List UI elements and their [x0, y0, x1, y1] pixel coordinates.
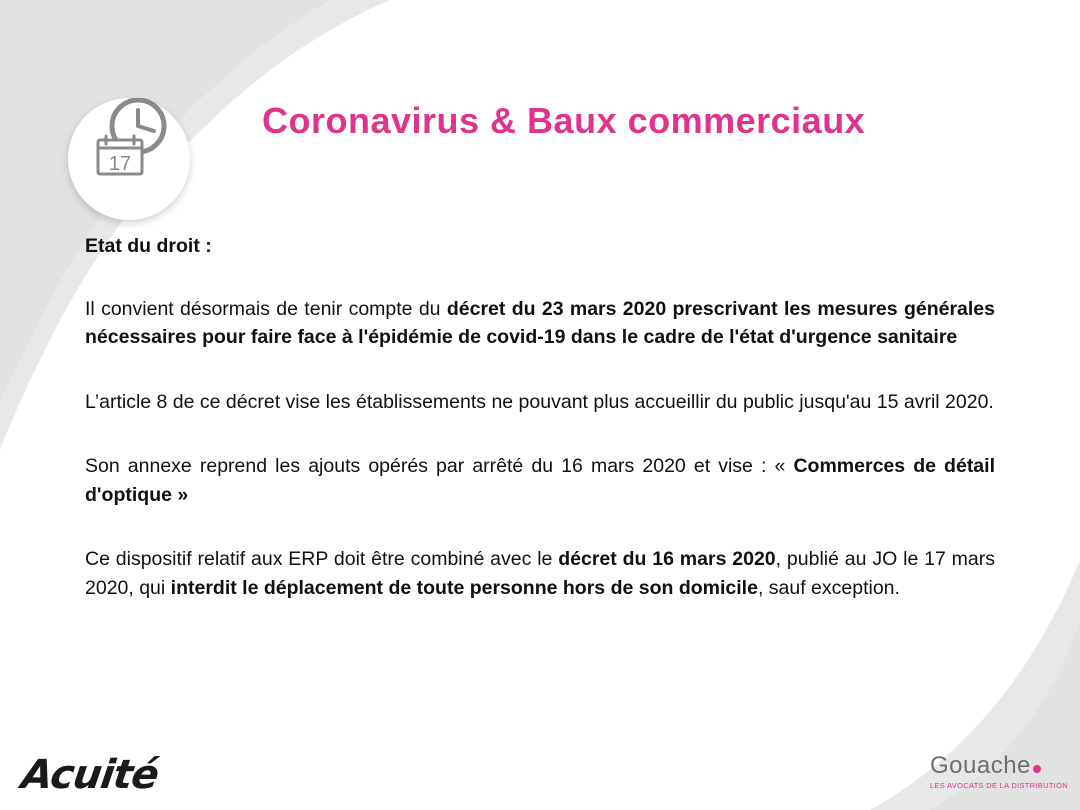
p3-bold: Commerces de détail d'optique » — [85, 455, 995, 506]
calendar-day: 17 — [108, 153, 132, 175]
gouache-logo-tagline: LES AVOCATS DE LA DISTRIBUTION — [930, 781, 1068, 790]
paragraph-heading — [85, 232, 995, 261]
p2-text: L’article 8 de ce décret vise les établissements ne pouvant plus accueillir du public jusqu'au 15 avril 2020. — [85, 390, 994, 413]
paragraph-3 — [85, 452, 995, 509]
paragraph-2 — [85, 388, 995, 417]
gouache-dot-icon — [1033, 765, 1041, 773]
clock-calendar-badge — [68, 98, 190, 220]
p1-bold: décret du 23 mars 2020 prescrivant les mesures générales nécessaires pour faire face à l'épidémie de covid-19 dans le cadre de l'état d'urgence sanitaire — [85, 297, 995, 348]
heading-text: Etat du droit : — [85, 235, 212, 257]
p4-text-2: , publié au JO le 17 mars 2020, qui — [85, 548, 995, 599]
gouache-logo — [930, 752, 1070, 790]
p4-text-1: Ce dispositif relatif aux ERP doit être combiné avec le — [85, 548, 559, 570]
p3-text: Son annexe reprend les ajouts opérés par arrêté du 16 mars 2020 et vise : « — [85, 455, 794, 477]
p4-bold-1: décret du 16 mars 2020 — [558, 548, 776, 570]
p4-bold-2: interdit le déplacement de toute personne hors de son domicile — [170, 576, 758, 599]
paragraph-4 — [85, 545, 995, 602]
p4-text-3: , sauf exception. — [757, 576, 900, 599]
slide-title: Coronavirus & Baux commerciaux — [262, 100, 866, 141]
content-body — [85, 232, 995, 638]
gouache-logo-name: Gouache — [930, 752, 1031, 779]
clock-calendar-icon — [68, 98, 190, 220]
acuite-logo: Acuité — [18, 752, 162, 798]
paragraph-1 — [85, 295, 995, 352]
p1-text: Il convient désormais de tenir compte du — [85, 297, 447, 320]
